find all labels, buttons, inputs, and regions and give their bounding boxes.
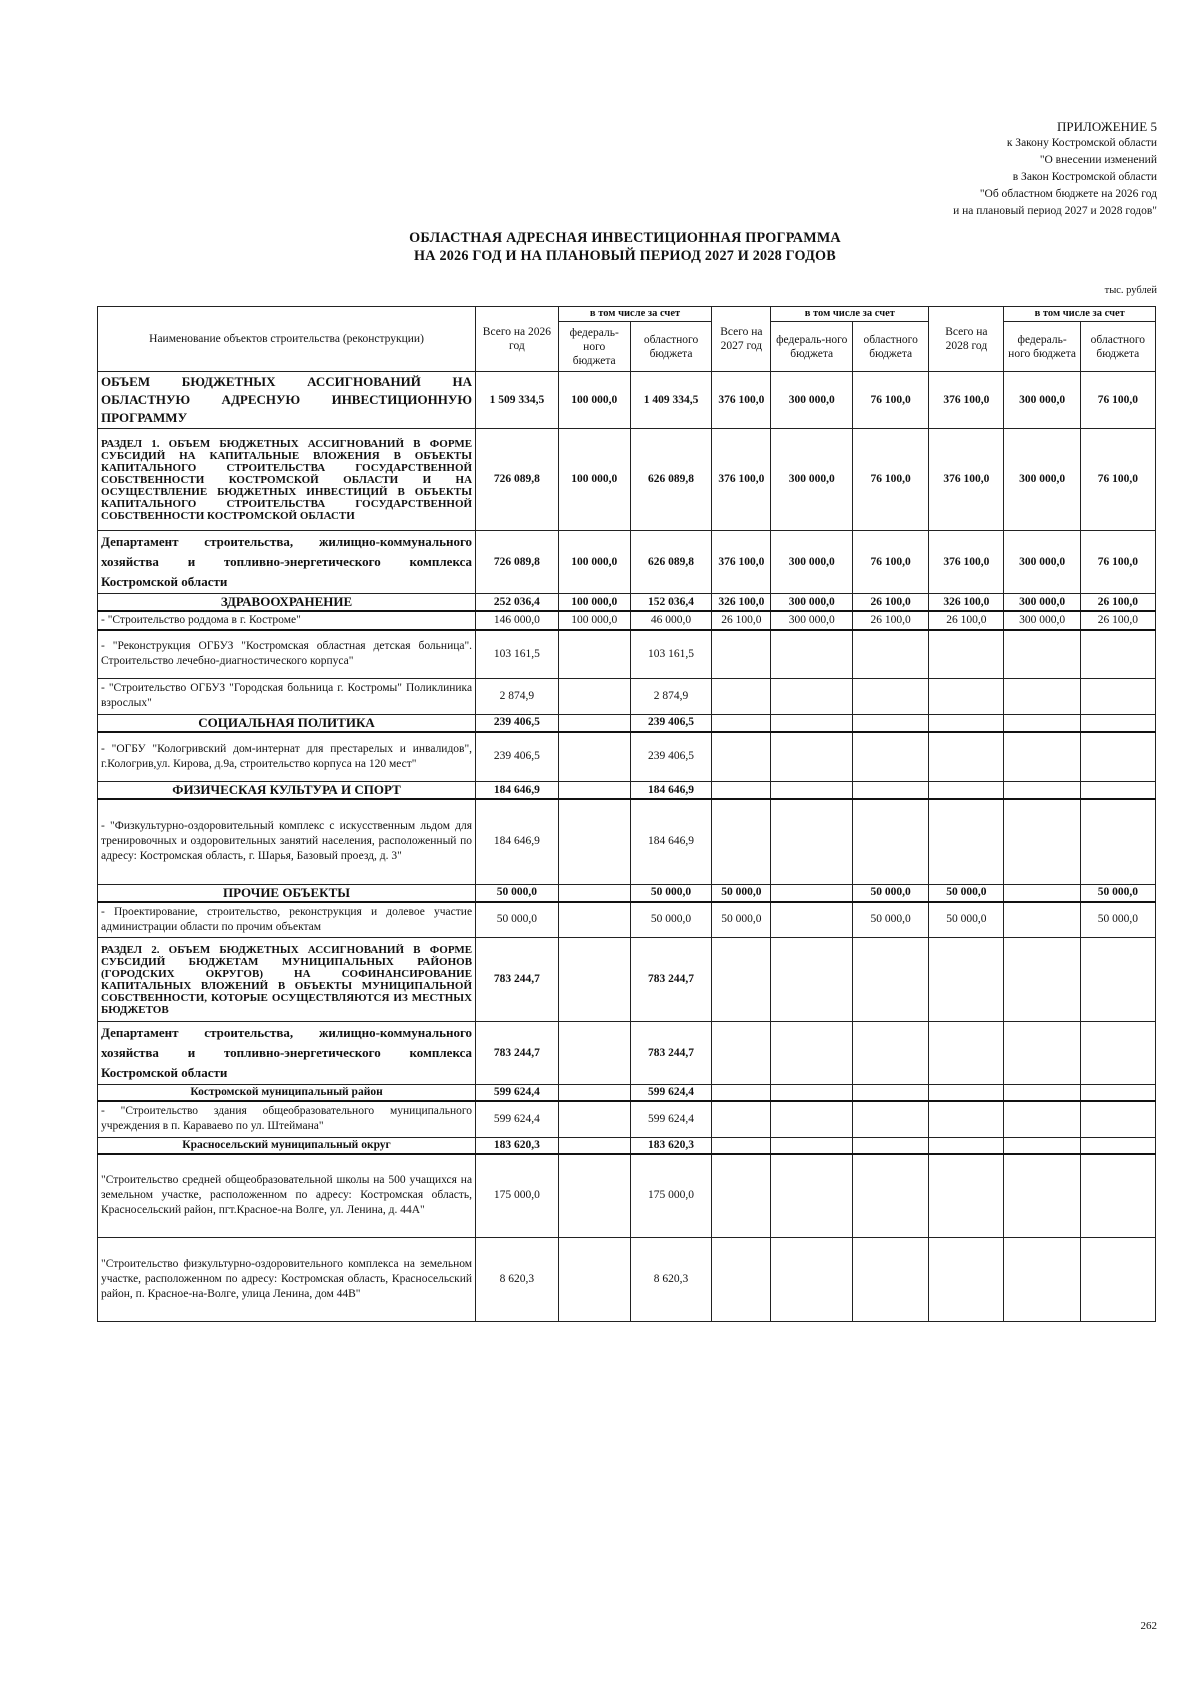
row-value: [1004, 678, 1080, 714]
row-value: 103 161,5: [630, 630, 712, 678]
row-value: [929, 1085, 1004, 1102]
row-value: 76 100,0: [1080, 531, 1155, 594]
row-value: [929, 782, 1004, 800]
row-value: 239 406,5: [476, 732, 559, 782]
row-name: ОБЪЕМ БЮДЖЕТНЫХ АССИГНОВАНИЙ НА ОБЛАСТНУЮ АДРЕСНУЮ ИНВЕСТИЦИОННУЮ ПРОГРАММУ: [98, 372, 476, 429]
row-value: 184 646,9: [630, 799, 712, 884]
row-value: 626 089,8: [630, 531, 712, 594]
row-value: [771, 1137, 853, 1154]
row-value: [853, 1101, 929, 1137]
row-value: 50 000,0: [712, 902, 771, 938]
row-value: [1004, 732, 1080, 782]
row-value: [1080, 1154, 1155, 1238]
row-value: 152 036,4: [630, 594, 712, 612]
row-value: [1080, 678, 1155, 714]
row-value: [853, 1022, 929, 1085]
row-value: [771, 938, 853, 1022]
header-including-2026: в том числе за счет: [558, 307, 712, 322]
row-value: [771, 902, 853, 938]
row-value: 50 000,0: [853, 902, 929, 938]
header-including-2027: в том числе за счет: [771, 307, 929, 322]
row-value: 376 100,0: [712, 372, 771, 429]
table-row: [98, 1137, 1156, 1154]
table-row: [98, 1022, 1156, 1085]
row-value: [558, 902, 630, 938]
appendix-line: "О внесении изменений: [1039, 154, 1157, 166]
row-value: [853, 732, 929, 782]
investment-program-table: [97, 306, 1156, 1322]
row-name: Департамент строительства, жилищно-коммунального хозяйства и топливно-энергетического комплекса Костромской области: [98, 1022, 476, 1085]
table-row: [98, 732, 1156, 782]
row-value: 76 100,0: [853, 372, 929, 429]
row-value: 252 036,4: [476, 594, 559, 612]
row-value: [558, 782, 630, 800]
row-value: [1080, 782, 1155, 800]
row-value: [558, 714, 630, 732]
row-value: 599 624,4: [476, 1101, 559, 1137]
row-value: [1080, 1085, 1155, 1102]
row-value: [712, 714, 771, 732]
row-value: [712, 1137, 771, 1154]
table-row: [98, 1154, 1156, 1238]
row-value: [929, 1154, 1004, 1238]
row-value: [1080, 714, 1155, 732]
row-value: [929, 678, 1004, 714]
row-value: [712, 782, 771, 800]
row-name: - "Строительство здания общеобразовательного муниципального учреждения в п. Караваево по ул. Штеймана": [98, 1101, 476, 1137]
row-name: - "Строительство ОГБУЗ "Городская больница г. Костромы" Поликлиника взрослых": [98, 678, 476, 714]
row-name: "Строительство физкультурно-оздоровительного комплекса на земельном участке, расположенном по адресу: Костромская область, Красносельский район, п. Красное-на-Волге, улица Ленина, дом 44В": [98, 1238, 476, 1322]
row-value: [712, 678, 771, 714]
row-name: РАЗДЕЛ 1. ОБЪЕМ БЮДЖЕТНЫХ АССИГНОВАНИЙ В ФОРМЕ СУБСИДИЙ НА КАПИТАЛЬНЫЕ ВЛОЖЕНИЯ В ОБЪЕКТЫ КАПИТАЛЬНОГО СТРОИТЕЛЬСТВА ГОСУДАРСТВЕННОЙ СОБСТВЕННОСТИ КОСТРОМСКОЙ ОБЛАСТИ И НА ОСУЩЕСТВЛЕНИЕ БЮДЖЕТНЫХ ИНВЕСТИЦИЙ В ОБЪЕКТЫ КАПИТАЛЬНОГО СТРОИТЕЛЬСТВА ГОСУДАРСТВЕННОЙ СОБСТВЕННОСТИ КОСТРОМСКОЙ ОБЛАСТИ: [98, 429, 476, 531]
row-value: 783 244,7: [630, 1022, 712, 1085]
row-value: [929, 714, 1004, 732]
row-value: 26 100,0: [853, 611, 929, 630]
row-value: 300 000,0: [771, 594, 853, 612]
document-title-line: ОБЛАСТНАЯ АДРЕСНАЯ ИНВЕСТИЦИОННАЯ ПРОГРАММА: [409, 230, 841, 246]
row-value: 184 646,9: [476, 799, 559, 884]
row-name: - "ОГБУ "Кологривский дом-интернат для престарелых и инвалидов", г.Кологрив,ул. Кирова, д.9а, строительство корпуса на 120 мест": [98, 732, 476, 782]
row-value: 8 620,3: [630, 1238, 712, 1322]
row-value: [853, 1238, 929, 1322]
row-value: [853, 1137, 929, 1154]
row-value: [929, 799, 1004, 884]
table-body: [98, 372, 1156, 1322]
table-row: [98, 531, 1156, 594]
header-total-2027: Всего на 2027 год: [712, 307, 771, 372]
table-row: [98, 429, 1156, 531]
row-value: [558, 678, 630, 714]
appendix-block: [637, 118, 1157, 220]
row-name: ПРОЧИЕ ОБЪЕКТЫ: [98, 884, 476, 902]
row-value: 599 624,4: [630, 1101, 712, 1137]
row-value: 726 089,8: [476, 531, 559, 594]
table-row: [98, 1085, 1156, 1102]
row-value: 26 100,0: [1080, 611, 1155, 630]
row-name: РАЗДЕЛ 2. ОБЪЕМ БЮДЖЕТНЫХ АССИГНОВАНИЙ В ФОРМЕ СУБСИДИЙ БЮДЖЕТАМ МУНИЦИПАЛЬНЫХ РАЙОНОВ (ГОРОДСКИХ ОКРУГОВ) НА СОФИНАНСИРОВАНИЕ КАПИТАЛЬНЫХ ВЛОЖЕНИЙ В ОБЪЕКТЫ МУНИЦИПАЛЬНОЙ СОБСТВЕННОСТИ, КОТОРЫЕ ОСУЩЕСТВЛЯЮТСЯ ИЗ МЕСТНЫХ БЮДЖЕТОВ: [98, 938, 476, 1022]
row-value: 100 000,0: [558, 611, 630, 630]
row-value: 50 000,0: [712, 884, 771, 902]
row-value: [558, 630, 630, 678]
row-value: 300 000,0: [771, 372, 853, 429]
table-row: [98, 611, 1156, 630]
row-value: [771, 678, 853, 714]
row-value: [1004, 1085, 1080, 1102]
table-row: [98, 938, 1156, 1022]
row-value: 100 000,0: [558, 531, 630, 594]
row-value: 2 874,9: [630, 678, 712, 714]
header-federal: федераль-ного бюджета: [558, 322, 630, 372]
row-value: 175 000,0: [630, 1154, 712, 1238]
row-value: 76 100,0: [853, 531, 929, 594]
table-row: [98, 372, 1156, 429]
row-value: [853, 714, 929, 732]
row-value: [929, 1238, 1004, 1322]
row-value: [771, 1238, 853, 1322]
row-value: 26 100,0: [1080, 594, 1155, 612]
row-value: 183 620,3: [630, 1137, 712, 1154]
document-title-line: НА 2026 ГОД И НА ПЛАНОВЫЙ ПЕРИОД 2027 И 2028 ГОДОВ: [414, 248, 836, 264]
row-value: [771, 630, 853, 678]
row-value: [558, 1137, 630, 1154]
row-value: 300 000,0: [1004, 429, 1080, 531]
row-value: [929, 938, 1004, 1022]
row-value: 26 100,0: [853, 594, 929, 612]
row-value: [853, 782, 929, 800]
row-value: 50 000,0: [630, 902, 712, 938]
row-name: - "Физкультурно-оздоровительный комплекс с искусственным льдом для тренировочных и оздоровительных занятий населения, расположенный по адресу: Костромская область, г. Шарья, Базовый проезд, д. 3": [98, 799, 476, 884]
row-value: [1004, 1154, 1080, 1238]
row-value: [1080, 1101, 1155, 1137]
row-value: [1004, 938, 1080, 1022]
row-value: 50 000,0: [929, 902, 1004, 938]
row-value: [1004, 1238, 1080, 1322]
header-regional: областного бюджета: [853, 322, 929, 372]
row-name: ФИЗИЧЕСКАЯ КУЛЬТУРА И СПОРТ: [98, 782, 476, 800]
table-row: [98, 678, 1156, 714]
row-value: [1080, 1238, 1155, 1322]
row-value: [929, 630, 1004, 678]
row-value: 300 000,0: [1004, 611, 1080, 630]
row-value: 300 000,0: [771, 429, 853, 531]
row-value: [771, 732, 853, 782]
row-value: 239 406,5: [630, 732, 712, 782]
table-row: [98, 594, 1156, 612]
row-value: [712, 1085, 771, 1102]
row-value: [712, 1238, 771, 1322]
row-value: 376 100,0: [929, 531, 1004, 594]
row-value: 239 406,5: [476, 714, 559, 732]
row-value: [771, 1154, 853, 1238]
row-value: [1080, 1137, 1155, 1154]
row-value: [1004, 884, 1080, 902]
row-value: [853, 630, 929, 678]
row-value: [558, 732, 630, 782]
row-value: 50 000,0: [853, 884, 929, 902]
row-value: 76 100,0: [1080, 429, 1155, 531]
header-total-2028: Всего на 2028 год: [929, 307, 1004, 372]
row-value: 46 000,0: [630, 611, 712, 630]
row-value: 26 100,0: [712, 611, 771, 630]
row-value: [771, 1022, 853, 1085]
row-value: [712, 1101, 771, 1137]
row-value: [771, 1085, 853, 1102]
row-value: [1004, 799, 1080, 884]
header-federal: федераль-ного бюджета: [1004, 322, 1080, 372]
appendix-line: в Закон Костромской области: [1012, 171, 1157, 183]
row-name: "Строительство средней общеобразовательной школы на 500 учащихся на земельном участке, расположенном по адресу: Костромская область, Красносельский район, пгт.Красное-на Волге, ул. Ленина, д. 44А": [98, 1154, 476, 1238]
table-row: [98, 1101, 1156, 1137]
row-value: 50 000,0: [929, 884, 1004, 902]
row-value: 50 000,0: [476, 902, 559, 938]
row-value: [712, 1022, 771, 1085]
row-name: ЗДРАВООХРАНЕНИЕ: [98, 594, 476, 612]
row-value: [1004, 1101, 1080, 1137]
row-value: 376 100,0: [929, 372, 1004, 429]
row-value: 183 620,3: [476, 1137, 559, 1154]
row-value: [712, 732, 771, 782]
row-value: 1 409 334,5: [630, 372, 712, 429]
row-value: 184 646,9: [630, 782, 712, 800]
row-value: 26 100,0: [929, 611, 1004, 630]
row-value: [558, 884, 630, 902]
row-value: 103 161,5: [476, 630, 559, 678]
header-name: Наименование объектов строительства (реконструкции): [98, 307, 476, 372]
header-total-2026: Всего на 2026 год: [476, 307, 559, 372]
row-value: 50 000,0: [1080, 902, 1155, 938]
table-row: [98, 799, 1156, 884]
row-value: [929, 1137, 1004, 1154]
appendix-title: ПРИЛОЖЕНИЕ 5: [1057, 119, 1157, 134]
row-value: [1080, 630, 1155, 678]
header-federal: федераль-ного бюджета: [771, 322, 853, 372]
row-value: [929, 1022, 1004, 1085]
row-value: [1004, 902, 1080, 938]
header-regional: областного бюджета: [1080, 322, 1155, 372]
row-value: 626 089,8: [630, 429, 712, 531]
document-title: [200, 229, 1050, 265]
row-value: 76 100,0: [1080, 372, 1155, 429]
row-value: [712, 799, 771, 884]
header-regional: областного бюджета: [630, 322, 712, 372]
row-value: [771, 1101, 853, 1137]
row-value: [1004, 1137, 1080, 1154]
row-value: [771, 714, 853, 732]
row-value: 50 000,0: [476, 884, 559, 902]
row-value: [1004, 714, 1080, 732]
row-value: [712, 630, 771, 678]
table-row: [98, 902, 1156, 938]
table-row: [98, 714, 1156, 732]
row-value: 184 646,9: [476, 782, 559, 800]
row-name: СОЦИАЛЬНАЯ ПОЛИТИКА: [98, 714, 476, 732]
appendix-line: к Закону Костромской области: [1006, 137, 1157, 149]
row-value: 300 000,0: [1004, 531, 1080, 594]
row-value: 300 000,0: [1004, 594, 1080, 612]
row-value: 376 100,0: [712, 429, 771, 531]
row-value: 599 624,4: [630, 1085, 712, 1102]
units-label: тыс. рублей: [1104, 285, 1157, 296]
row-name: - "Реконструкция ОГБУЗ "Костромская областная детская больница". Строительство лечебно-диагностического корпуса": [98, 630, 476, 678]
row-value: [771, 782, 853, 800]
row-value: 100 000,0: [558, 372, 630, 429]
row-value: 146 000,0: [476, 611, 559, 630]
row-value: 8 620,3: [476, 1238, 559, 1322]
row-value: [771, 799, 853, 884]
row-value: 326 100,0: [929, 594, 1004, 612]
row-value: [853, 799, 929, 884]
row-value: 50 000,0: [630, 884, 712, 902]
row-value: 376 100,0: [929, 429, 1004, 531]
row-value: 300 000,0: [1004, 372, 1080, 429]
row-value: [1004, 630, 1080, 678]
row-value: 1 509 334,5: [476, 372, 559, 429]
row-value: 2 874,9: [476, 678, 559, 714]
row-value: [558, 1101, 630, 1137]
row-name: - Проектирование, строительство, реконструкция и долевое участие администрации области по прочим объектам: [98, 902, 476, 938]
row-value: 300 000,0: [771, 611, 853, 630]
appendix-line: "Об областном бюджете на 2026 год: [979, 188, 1157, 200]
table-header-row: [98, 307, 1156, 322]
table-row: [98, 884, 1156, 902]
row-value: [558, 1154, 630, 1238]
row-value: [558, 799, 630, 884]
row-value: 783 244,7: [630, 938, 712, 1022]
row-value: 726 089,8: [476, 429, 559, 531]
row-value: [853, 678, 929, 714]
row-value: 175 000,0: [476, 1154, 559, 1238]
row-value: [1080, 732, 1155, 782]
row-name: Красносельский муниципальный округ: [98, 1137, 476, 1154]
row-value: [558, 1085, 630, 1102]
appendix-line: и на плановый период 2027 и 2028 годов": [953, 205, 1157, 217]
row-value: 599 624,4: [476, 1085, 559, 1102]
row-value: 326 100,0: [712, 594, 771, 612]
row-value: [929, 1101, 1004, 1137]
table-row: [98, 1238, 1156, 1322]
row-value: [853, 1154, 929, 1238]
row-value: [1004, 1022, 1080, 1085]
header-including-2028: в том числе за счет: [1004, 307, 1156, 322]
table-row: [98, 782, 1156, 800]
row-value: [558, 938, 630, 1022]
row-value: [853, 938, 929, 1022]
row-value: [1080, 799, 1155, 884]
row-name: - "Строительство роддома в г. Костроме": [98, 611, 476, 630]
row-value: [771, 884, 853, 902]
row-value: 300 000,0: [771, 531, 853, 594]
row-value: [558, 1022, 630, 1085]
row-value: [1004, 782, 1080, 800]
row-name: Костромской муниципальный район: [98, 1085, 476, 1102]
row-value: 100 000,0: [558, 429, 630, 531]
row-value: [1080, 938, 1155, 1022]
row-value: 76 100,0: [853, 429, 929, 531]
table-row: [98, 630, 1156, 678]
row-value: [712, 938, 771, 1022]
row-value: 50 000,0: [1080, 884, 1155, 902]
page-number: 262: [1140, 1620, 1157, 1632]
row-value: [558, 1238, 630, 1322]
row-value: [712, 1154, 771, 1238]
row-value: 239 406,5: [630, 714, 712, 732]
row-value: 783 244,7: [476, 1022, 559, 1085]
row-name: Департамент строительства, жилищно-коммунального хозяйства и топливно-энергетического комплекса Костромской области: [98, 531, 476, 594]
row-value: 783 244,7: [476, 938, 559, 1022]
row-value: [853, 1085, 929, 1102]
row-value: 376 100,0: [712, 531, 771, 594]
row-value: [929, 732, 1004, 782]
row-value: [1080, 1022, 1155, 1085]
row-value: 100 000,0: [558, 594, 630, 612]
